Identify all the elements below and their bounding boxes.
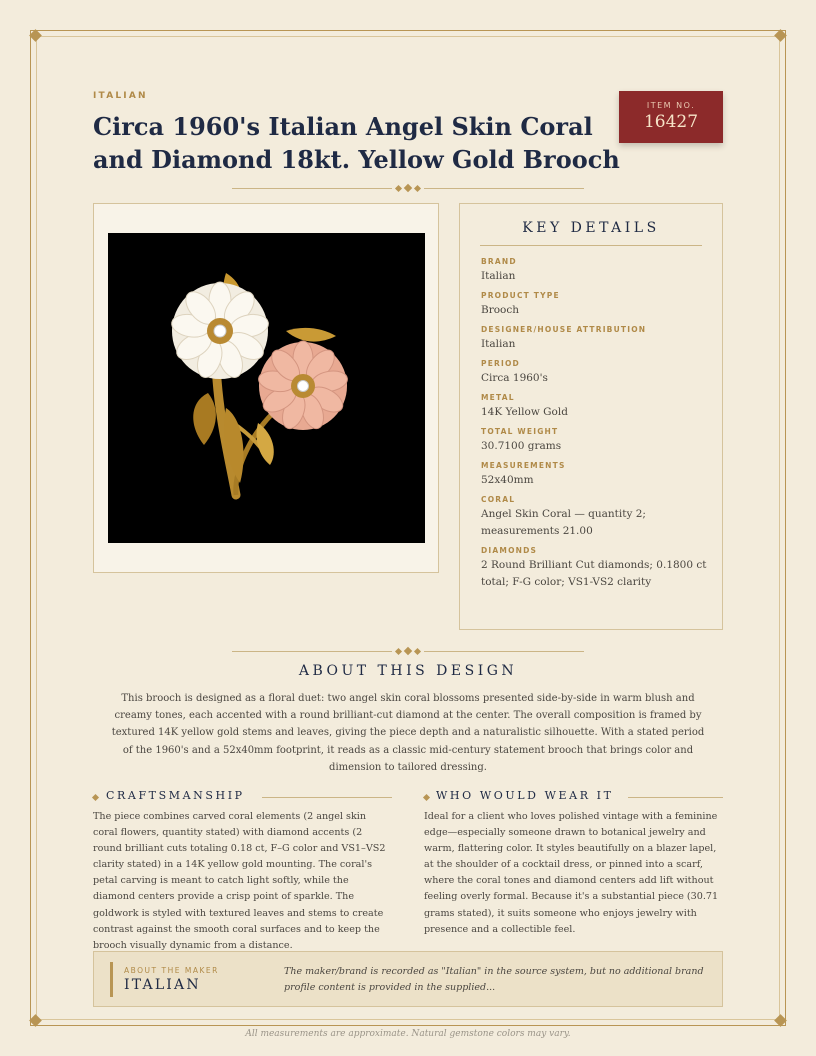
footnote: All measurements are approximate. Natural gemstone colors may vary. <box>245 1029 571 1039</box>
item-number-badge <box>619 91 723 143</box>
detail-value: 30.7100 grams <box>481 440 562 452</box>
detail-label: TOTAL WEIGHT <box>481 427 559 436</box>
detail-label: METAL <box>481 393 515 402</box>
brooch-photo <box>108 233 425 543</box>
detail-value: Circa 1960's <box>481 372 548 384</box>
brand-kicker: ITALIAN <box>93 91 148 101</box>
wear-rule <box>628 797 723 798</box>
title-divider-left <box>232 188 392 189</box>
detail-label: BRAND <box>481 257 517 266</box>
key-details-title: KEY DETAILS <box>522 220 660 236</box>
detail-measurements <box>481 460 711 489</box>
key-details-panel <box>459 203 723 630</box>
detail-diamonds <box>481 545 711 591</box>
about-divider-right <box>424 651 584 652</box>
key-details-list <box>481 256 711 596</box>
craftsmanship-text: The piece combines carved coral elements (2 angel skin coral flowers, quantity stated) with diamond accents (2 round brilliant cuts totaling 0.18 ct, F–G color and VS1–VS2 clarity stated) in a 14K yellow gold mounting. The coral's petal carving is meant to catch light softly, while the diamond centers provide a crisp point of sparkle. The goldwork is styled with textured leaves and stems to create contrast against the smooth coral surfaces and to keep the brooch visually dynamic from a distance. <box>93 811 386 951</box>
detail-metal <box>481 392 711 421</box>
detail-value: 2 Round Brilliant Cut diamonds; 0.1800 ct total; F-G color; VS1-VS2 clarity <box>481 559 707 588</box>
item-number-label: ITEM NO. <box>646 101 696 110</box>
detail-total-weight <box>481 426 711 455</box>
page-title: Circa 1960's Italian Angel Skin Coral and Diamond 18kt. Yellow Gold Brooch <box>93 112 620 174</box>
detail-label: DIAMONDS <box>481 546 538 555</box>
title-divider-right <box>424 188 584 189</box>
detail-product-type <box>481 290 711 319</box>
detail-designer <box>481 324 711 353</box>
detail-value: Brooch <box>481 304 520 316</box>
detail-value: Italian <box>481 338 516 350</box>
detail-value: Angel Skin Coral — quantity 2; measurements 21.00 <box>481 508 646 537</box>
maker-label: ABOUT THE MAKER <box>124 966 219 975</box>
detail-value: 52x40mm <box>481 474 534 486</box>
brooch-illustration <box>108 233 425 543</box>
about-divider-left <box>232 651 392 652</box>
detail-label: DESIGNER/HOUSE ATTRIBUTION <box>481 325 647 334</box>
wear-title: WHO WOULD WEAR IT <box>436 789 614 802</box>
detail-brand <box>481 256 711 285</box>
detail-label: PERIOD <box>481 359 520 368</box>
image-panel <box>93 203 439 573</box>
detail-period <box>481 358 711 387</box>
about-text: This brooch is designed as a floral duet: two angel skin coral blossoms presented side-by-side in warm blush and creamy tones, each accented with a round brilliant-cut diamond at the center. The overall composition is framed by textured 14K yellow gold stems and leaves, giving the piece depth and a naturalistic silhouette. With a stated period of the 1960's and a 52x40mm footprint, it reads as a classic mid-century statement brooch that brings color and dimension to tailored dressing. <box>111 693 705 773</box>
detail-label: PRODUCT TYPE <box>481 291 560 300</box>
detail-label: CORAL <box>481 495 516 504</box>
key-details-rule <box>480 245 702 246</box>
detail-label: MEASUREMENTS <box>481 461 566 470</box>
about-title: ABOUT THIS DESIGN <box>298 663 518 679</box>
about-maker-box <box>93 951 723 1007</box>
detail-value: 14K Yellow Gold <box>481 406 568 418</box>
craftsmanship-rule <box>262 797 392 798</box>
wear-text: Ideal for a client who loves polished vintage with a feminine edge—especially someone drawn to botanical jewelry and warm, flattering color. It styles beautifully on a blazer lapel, at the shoulder of a cocktail dress, or pinned into a scarf, where the coral tones and diamond centers add lift without feeling overly formal. Because it's a substantial piece (30.71 grams stated), it suits someone who enjoys jewelry with presence and a collectible feel. <box>424 811 719 935</box>
maker-text: The maker/brand is recorded as "Italian" in the source system, but no additional brand profile content is provided in the supplied... <box>284 966 704 993</box>
detail-value: Italian <box>481 270 516 282</box>
item-number-value: 16427 <box>643 112 699 132</box>
maker-name: ITALIAN <box>124 977 201 993</box>
maker-accent-bar <box>110 962 113 997</box>
detail-coral <box>481 494 711 540</box>
craftsmanship-title: CRAFTSMANSHIP <box>106 789 245 802</box>
